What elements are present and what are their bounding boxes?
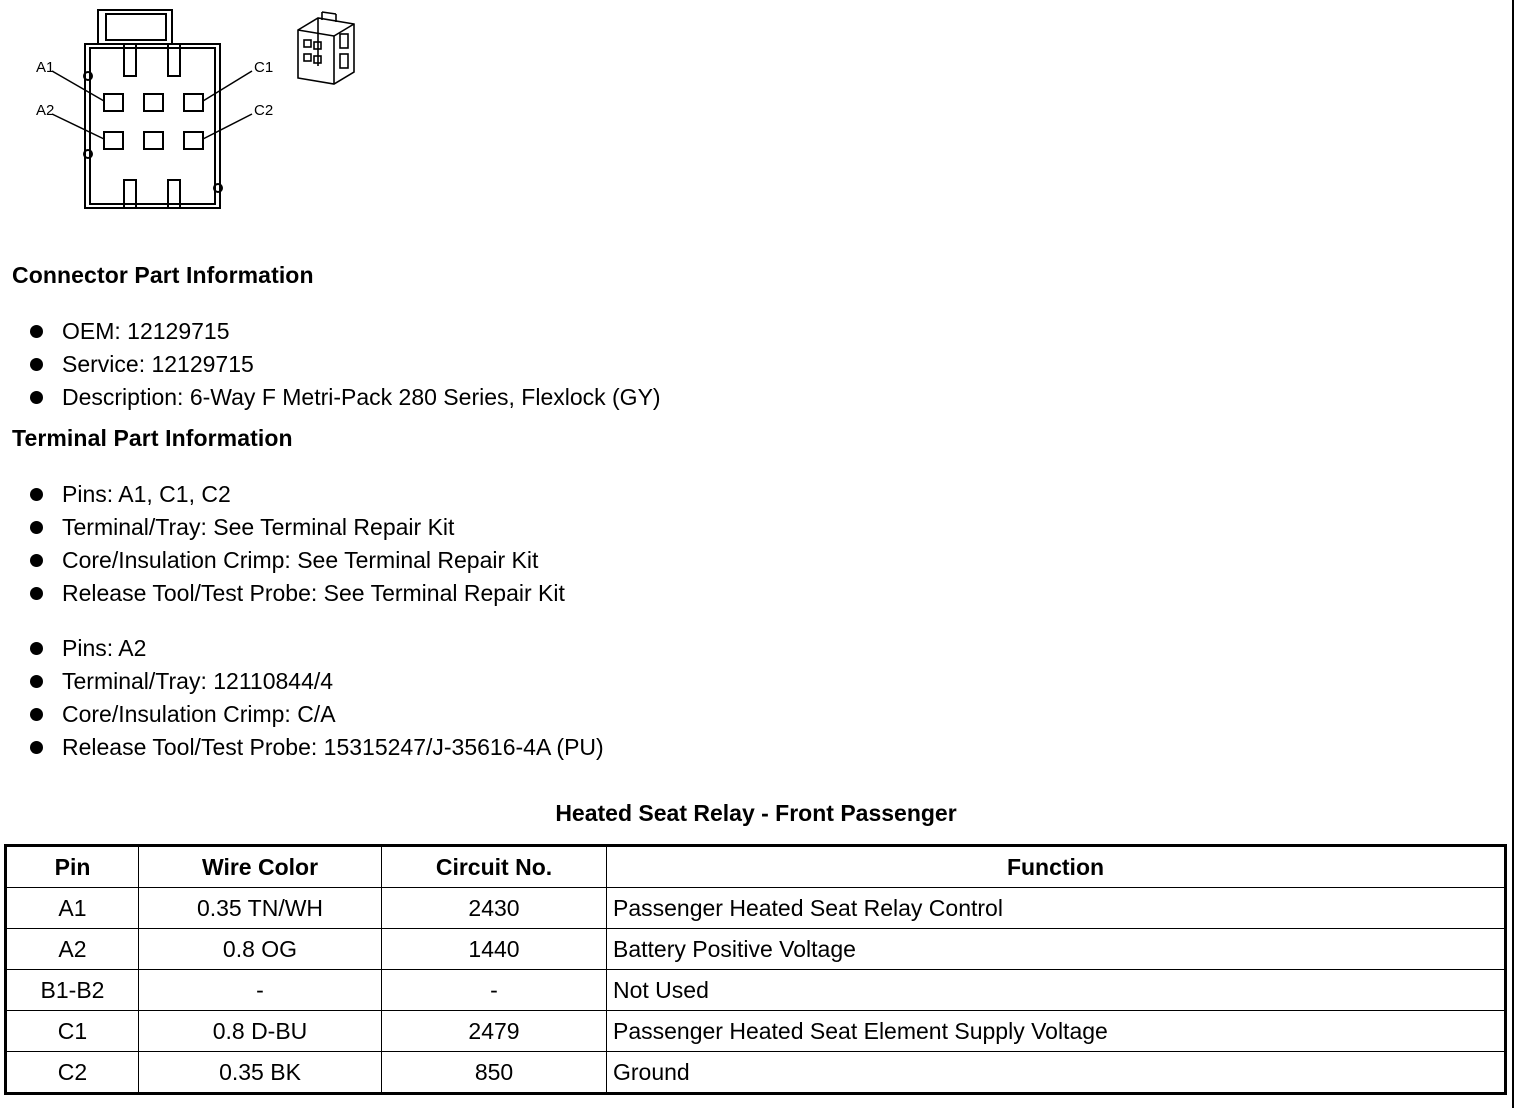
- list-item: OEM: 12129715: [30, 315, 661, 348]
- list-item: Terminal/Tray: 12110844/4: [30, 665, 604, 698]
- list-item: Release Tool/Test Probe: See Terminal Repair Kit: [30, 577, 565, 610]
- table-row: [6, 1011, 1506, 1052]
- cell-pin: C2: [6, 1052, 139, 1094]
- table-row: [6, 888, 1506, 929]
- list-item: Description: 6-Way F Metri-Pack 280 Series, Flexlock (GY): [30, 381, 661, 414]
- cell-circuit-no: 2430: [382, 888, 607, 929]
- cell-pin: A2: [6, 929, 139, 970]
- terminal-part-heading: Terminal Part Information: [12, 425, 293, 451]
- cell-wire-color: 0.35 TN/WH: [139, 888, 382, 929]
- cell-circuit-no: 2479: [382, 1011, 607, 1052]
- table-row: [6, 929, 1506, 970]
- list-item: Service: 12129715: [30, 348, 661, 381]
- terminal-part-list-2: [30, 632, 604, 764]
- cell-pin: A1: [6, 888, 139, 929]
- cell-circuit-no: 1440: [382, 929, 607, 970]
- header-circuit-no: Circuit No.: [382, 846, 607, 888]
- cell-circuit-no: 850: [382, 1052, 607, 1094]
- cell-function: Passenger Heated Seat Relay Control: [607, 888, 1506, 929]
- cell-wire-color: 0.8 D-BU: [139, 1011, 382, 1052]
- header-wire-color: Wire Color: [139, 846, 382, 888]
- list-item: Release Tool/Test Probe: 15315247/J-35616-4A (PU): [30, 731, 604, 764]
- list-item: Core/Insulation Crimp: See Terminal Repair Kit: [30, 544, 565, 577]
- cell-pin: B1-B2: [6, 970, 139, 1011]
- table-row: [6, 1052, 1506, 1094]
- page-border-rule: [1512, 0, 1514, 1108]
- connector-face-diagram: [30, 4, 290, 214]
- table-title: Heated Seat Relay - Front Passenger: [555, 800, 957, 826]
- terminal-part-list-1: [30, 478, 565, 610]
- pin-label-c1: C1: [254, 59, 274, 76]
- connector-part-list: [30, 315, 661, 414]
- pin-label-a1: A1: [36, 59, 55, 76]
- list-item: Pins: A1, C1, C2: [30, 478, 565, 511]
- connector-thumbnail-image: [292, 8, 364, 88]
- pin-label-c2: C2: [254, 102, 274, 119]
- connector-part-heading: Connector Part Information: [12, 262, 314, 288]
- list-item: Core/Insulation Crimp: C/A: [30, 698, 604, 731]
- cell-function: Passenger Heated Seat Element Supply Voltage: [607, 1011, 1506, 1052]
- header-function: Function: [607, 846, 1506, 888]
- cell-function: Not Used: [607, 970, 1506, 1011]
- cell-circuit-no: -: [382, 970, 607, 1011]
- table-header-row: [6, 846, 1506, 888]
- cell-function: Battery Positive Voltage: [607, 929, 1506, 970]
- header-pin: Pin: [6, 846, 139, 888]
- cell-function: Ground: [607, 1052, 1506, 1094]
- cell-wire-color: 0.35 BK: [139, 1052, 382, 1094]
- pin-label-a2: A2: [36, 102, 55, 119]
- cell-wire-color: 0.8 OG: [139, 929, 382, 970]
- table-row: [6, 970, 1506, 1011]
- cell-wire-color: -: [139, 970, 382, 1011]
- list-item: Pins: A2: [30, 632, 604, 665]
- cell-pin: C1: [6, 1011, 139, 1052]
- pinout-table: [4, 844, 1507, 1095]
- list-item: Terminal/Tray: See Terminal Repair Kit: [30, 511, 565, 544]
